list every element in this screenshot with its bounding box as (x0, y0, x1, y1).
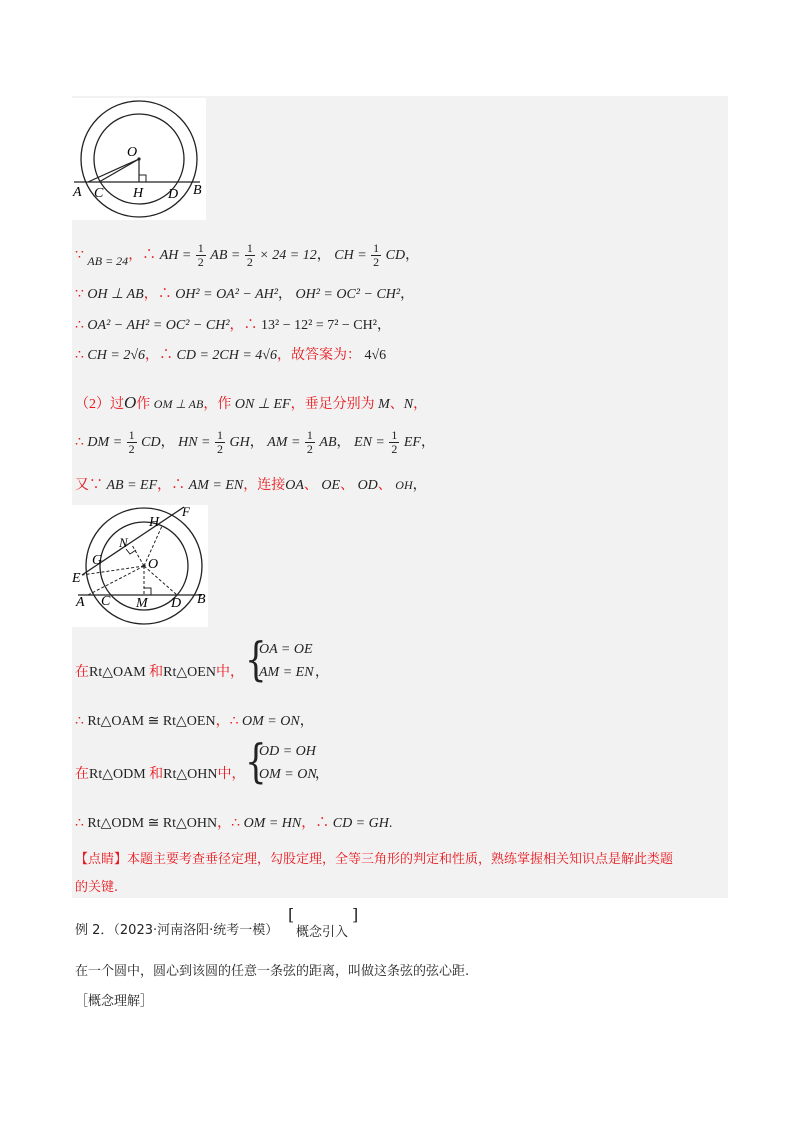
text-he: 和 (149, 665, 164, 680)
fraction-half: $\frac{1}{2}$ (373, 241, 380, 270)
tri-oen: Rt△OEN (163, 665, 216, 680)
fig2-label-a: A (76, 595, 85, 610)
comma: ， (277, 287, 292, 302)
fig2-label-o: O (148, 557, 159, 572)
you-because: 又∵ (75, 478, 103, 493)
tri-odm: Rt△ODM (89, 767, 146, 782)
line-11 (75, 814, 392, 834)
fraction-half: $\frac{1}{2}$ (246, 241, 253, 270)
text-zai: 在 (75, 767, 89, 782)
eq-ab-ef: AB = EF (106, 478, 158, 493)
comma: ， (336, 435, 351, 450)
system-2-comma: ， (315, 767, 329, 782)
sep: 、 (389, 397, 404, 412)
line-8 (75, 663, 244, 683)
text-zuo-2: ，作 (203, 397, 232, 412)
tri-oam: Rt△OAM (89, 665, 146, 680)
therefore-symbol: ，∴ (301, 816, 330, 831)
fraction-half: $\frac{1}{2}$ (197, 241, 204, 270)
therefore-symbol: ，∴ (217, 816, 241, 831)
comma: ， (420, 435, 435, 450)
concept-intro-bracket-right: ] (352, 905, 359, 924)
fraction-half: $\frac{1}{2}$ (306, 428, 313, 457)
because-symbol: ∵ (75, 248, 84, 263)
text-connect: ，连接 (243, 478, 286, 493)
concept-intro-bracket-left: [ (288, 905, 295, 924)
system-brace-1: { (245, 633, 267, 687)
eq-ef: EF (403, 435, 421, 450)
fig1-label-h: H (133, 186, 144, 201)
eq-om-perp: OM ⊥ AB (153, 397, 204, 411)
tri-ohn: Rt△OHN (163, 767, 218, 782)
eq-combined: OA² − AH² = OC² − CH² (87, 318, 230, 333)
therefore-symbol: ，∴ (215, 714, 239, 729)
eq-on-perp: ON ⊥ EF (234, 397, 291, 412)
eq-ab: AB (319, 435, 337, 450)
line-1 (75, 240, 419, 270)
fig1-label-d: D (168, 187, 179, 202)
line-9 (75, 712, 314, 732)
point-n: N (403, 397, 414, 412)
eq-ab: AB = 24 (87, 254, 129, 268)
line-2 (75, 285, 414, 305)
dianjing-line-1: 【点睛】本题主要考查垂径定理，勾股定理，全等三角形的判定和性质，熟练掌握相关知识点是解此类题 (75, 852, 674, 867)
eq-times-24: × 24 = 12 (259, 248, 317, 263)
congruent-2: Rt△ODM ≅ Rt△OHN (87, 816, 218, 831)
concept-understanding-header: ［概念理解］ (75, 994, 154, 1009)
eq-cd: CD (141, 435, 161, 450)
fig2-label-c: C (101, 594, 111, 609)
point-m: M (378, 397, 390, 412)
line-6 (75, 428, 435, 458)
comma: ， (299, 714, 314, 729)
dianjing-line-2: 的关键. (75, 880, 119, 895)
text-zai: 在 (75, 665, 89, 680)
definition-text: 在一个圆中，圆心到该圆的任意一条弦的距离，叫做这条弦的弦心距. (75, 964, 470, 979)
seg-oa: OA (285, 478, 304, 493)
line-4 (75, 346, 386, 366)
eq-cd: CD (385, 248, 406, 263)
eq-oh-sq-1: OH² = OA² − AH² (175, 287, 278, 302)
figure-concentric-circles-2 (72, 505, 208, 627)
line-5-part-2 (75, 393, 427, 415)
eq-en: EN = (354, 435, 385, 450)
answer-value: 4√6 (364, 348, 387, 363)
comma: ， (160, 435, 175, 450)
fraction-half: $\frac{1}{2}$ (217, 428, 224, 457)
therefore-symbol: ，∴ (145, 348, 174, 363)
concept-intro-title: 概念引入 (296, 925, 349, 940)
therefore-symbol: ∴ (75, 714, 84, 729)
fig2-label-d: D (171, 596, 182, 611)
comma: ， (376, 318, 391, 333)
figure-concentric-circles-1 (72, 98, 206, 220)
figure-2-svg (72, 505, 208, 627)
therefore-symbol: ，∴ (128, 248, 157, 263)
eq-oh-sq-2: OH² = OC² − CH² (295, 287, 401, 302)
therefore-symbol: ，∴ (157, 478, 186, 493)
seg-od: OD (357, 478, 378, 493)
comma: ， (405, 248, 420, 263)
fraction-half: $\frac{1}{2}$ (128, 428, 135, 457)
comma: ， (413, 397, 428, 412)
eq-ah-lhs: AH = (159, 248, 192, 263)
text-foot: ，垂足分别为 (290, 397, 375, 412)
system-1-comma: ， (315, 665, 329, 680)
therefore-symbol: ∴ (75, 348, 84, 363)
eq-ch-value: CH = 2√6 (87, 348, 146, 363)
period: . (388, 816, 393, 831)
eq-am: AM = (267, 435, 301, 450)
sep: 、 (340, 478, 355, 493)
fig2-label-g: G (92, 553, 103, 568)
figure-1-svg (72, 98, 206, 220)
system-2-eq-1: OD = OH (259, 744, 316, 759)
fig2-label-m: M (136, 596, 148, 611)
fig1-label-b: B (193, 183, 202, 198)
eq-am-en: AM = EN (188, 478, 244, 493)
comma: ， (249, 435, 264, 450)
fig2-label-h: H (149, 515, 160, 530)
fig2-label-n: N (119, 535, 128, 550)
fig2-label-e: E (72, 571, 81, 586)
system-1-eq-2: AM = EN (259, 665, 314, 680)
seg-oe: OE (321, 478, 341, 493)
text-zhong: 中， (217, 767, 246, 782)
part-2-label: （2）过 (75, 397, 124, 412)
fig2-label-f: F (182, 505, 190, 519)
comma: ， (412, 478, 427, 493)
eq-oh-perp-ab: OH ⊥ AB (87, 287, 144, 302)
therefore-symbol: ，∴ (143, 287, 172, 302)
line-7 (75, 475, 427, 496)
eq-numeric: 13² − 12² = 7² − CH² (261, 318, 377, 333)
eq-om-on: OM = ON (242, 714, 300, 729)
congruent-1: Rt△OAM ≅ Rt△OEN (87, 714, 216, 729)
line-10 (75, 765, 246, 785)
eq-ab-2: AB = (210, 248, 241, 263)
fig1-label-c: C (94, 186, 104, 201)
therefore-symbol: ∴ (75, 435, 84, 450)
eq-cd-gh: CD = GH (332, 816, 389, 831)
text-he: 和 (149, 767, 164, 782)
fig1-label-o: O (127, 145, 138, 160)
example-2-label: 例 2．（2023·河南洛阳·统考一模） (75, 923, 279, 938)
eq-gh: GH (229, 435, 250, 450)
fraction-half: $\frac{1}{2}$ (391, 428, 398, 457)
sep: 、 (377, 478, 392, 493)
answer-label: ，故答案为： (277, 348, 361, 363)
comma: ， (400, 287, 415, 302)
therefore-symbol: ∴ (75, 318, 84, 333)
text-zhong: 中， (215, 665, 244, 680)
therefore-symbol: ，∴ (229, 318, 258, 333)
eq-dm: DM = (87, 435, 123, 450)
system-1-eq-1: OA = OE (259, 642, 313, 657)
text-zuo: 作 (136, 397, 151, 412)
system-2-eq-2: OM = ON (259, 767, 317, 782)
eq-om-hn: OM = HN (243, 816, 302, 831)
system-brace-2: { (245, 735, 267, 789)
because-symbol: ∵ (75, 287, 84, 302)
eq-cd-value: CD = 2CH = 4√6 (176, 348, 277, 363)
comma: ， (316, 248, 331, 263)
line-3 (75, 316, 391, 336)
fig1-label-a: A (73, 185, 82, 200)
seg-oh: OH (395, 478, 413, 492)
eq-ch: CH = (334, 248, 367, 263)
fig2-label-b: B (197, 592, 206, 607)
point-o: O (124, 393, 137, 412)
eq-hn: HN = (178, 435, 211, 450)
sep: 、 (303, 478, 318, 493)
therefore-symbol: ∴ (75, 816, 84, 831)
